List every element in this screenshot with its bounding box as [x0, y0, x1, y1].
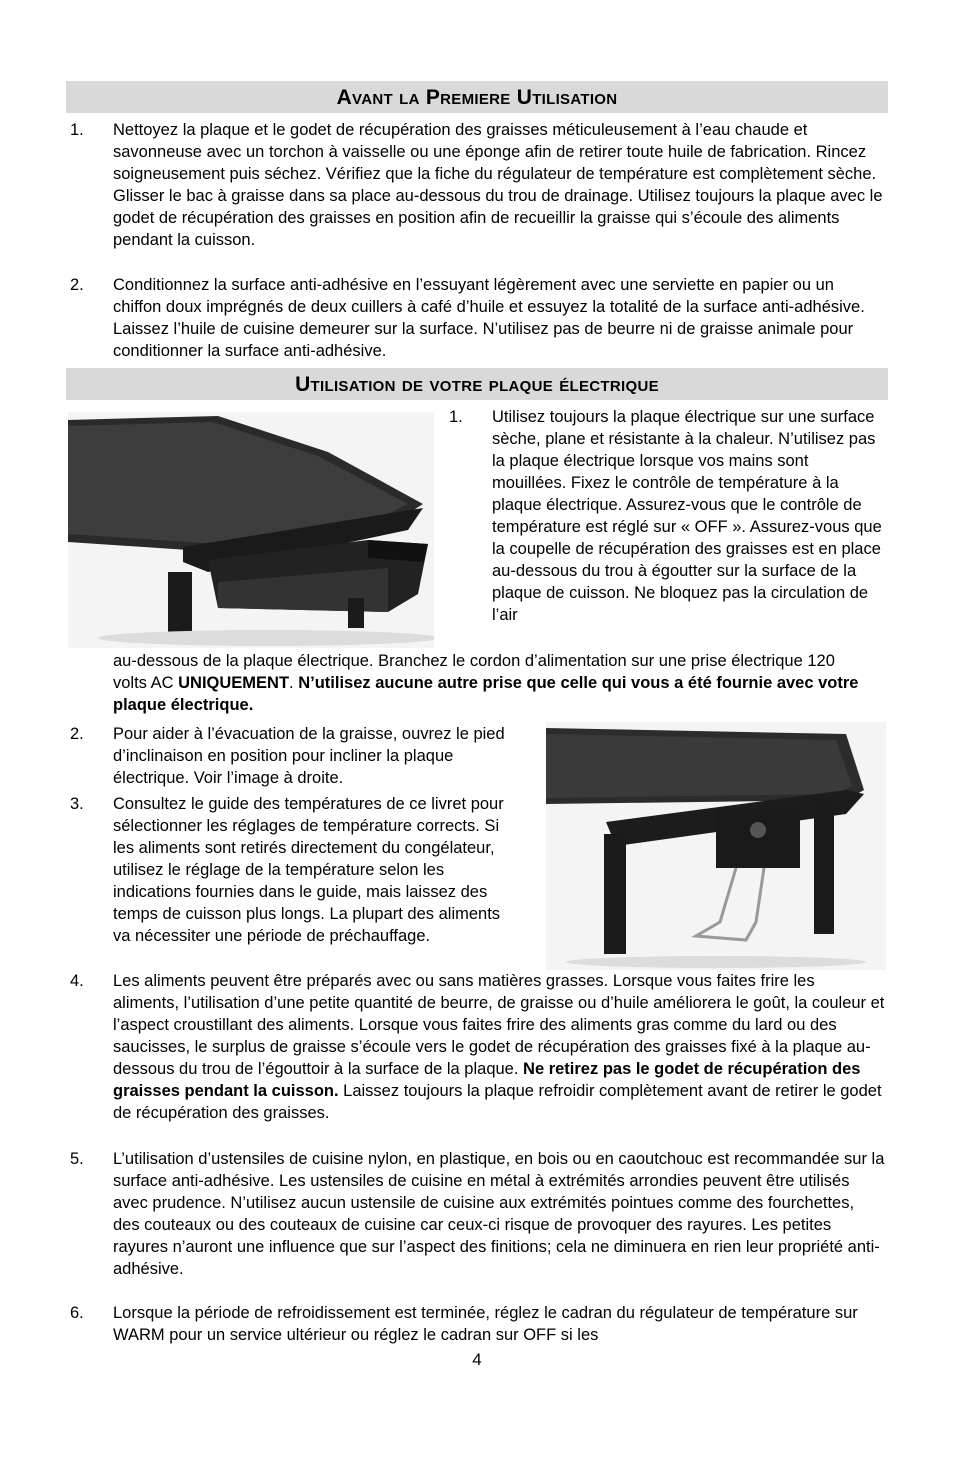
- griddle-tilt-leg-image: [546, 722, 886, 970]
- usage-step-1-text: au-dessous de la plaque électrique. Branchez le cordon d’alimentation sur une prise électrique 120 volts AC: [113, 652, 835, 692]
- item-number: 4.: [70, 972, 84, 990]
- first-use-step-1: Nettoyez la plaque et le godet de récupération des graisses méticuleusement à l’eau chaude et savonneuse avec un torchon à vaisselle ou une éponge afin de retirer toute huile de fabrication. Rincez soigneusement puis séchez. Vérifiez que la fiche du régulateur de température est complètement sèche. Glisser le bac à graisse dans sa place au-dessous du trou de drainage. Utilisez toujours la plaque avec le godet de récupération des graisses en position afin de recueillir la graisse qui s’écoule des aliments pendant la cuisson.: [113, 121, 883, 249]
- griddle-drawer-illustration: [68, 412, 434, 648]
- usage-step-2: Pour aider à l’évacuation de la graisse, ouvrez le pied d’inclinaison en position pour incliner la plaque électrique. Voir l’image à droite.: [113, 725, 505, 787]
- usage-step-1-part-b: [113, 650, 873, 716]
- usage-step-5: L’utilisation d’ustensiles de cuisine nylon, en plastique, en bois ou en caoutchouc est recommandée sur la surface anti-adhésive. Les ustensiles de cuisine en métal à extrémités arrondies peuvent être utilisés avec prudence. N’utilisez aucun ustensile de cuisine aux extrémités pointues comme des fourchettes, des couteaux ou des couteaux de cuisine car ceux-ci risque de provoquer des rayures. Les petites rayures n’auront une influence que sur l’aspect des finitions; cela ne diminuera en rien leur propriété anti-adhésive.: [113, 1150, 885, 1278]
- usage-step-4-bold: Ne retirez pas le godet de récupération des graisses pendant la cuisson.: [113, 1060, 861, 1100]
- section-heading-using-griddle: Utilisation de votre plaque électrique: [66, 368, 888, 400]
- usage-step-1-bold-2: N’utilisez aucune autre prise que celle qui vous a été fournie avec votre plaque électrique.: [113, 674, 859, 714]
- page-number: 4: [472, 1350, 482, 1369]
- usage-step-4-text-b: Laissez toujours la plaque refroidir complètement avant de retirer le godet de récupération des graisses.: [113, 1082, 882, 1122]
- item-number: 1.: [70, 121, 84, 139]
- griddle-drip-tray-image: [68, 412, 434, 648]
- item-number: 2.: [70, 725, 84, 743]
- usage-step-4: [113, 970, 885, 1124]
- section-heading-first-use: Avant la Premiere Utilisation: [66, 81, 888, 113]
- usage-step-3: Consultez le guide des températures de ce livret pour sélectionner les réglages de température corrects. Si les aliments sont retirés directement du congélateur, utilisez le réglage de la température selon les indications fournies dans le guide, mais laissez des temps de cuisson plus longs. La plupart des aliments va nécessiter une période de préchauffage.: [113, 795, 504, 945]
- item-number: 3.: [70, 795, 84, 813]
- item-number: 6.: [70, 1304, 84, 1322]
- griddle-tilt-illustration: [546, 722, 886, 970]
- usage-step-6: Lorsque la période de refroidissement est terminée, réglez le cadran du régulateur de température sur WARM pour un service ultérieur ou réglez le cadran sur OFF si les: [113, 1304, 858, 1344]
- item-number: 1.: [449, 408, 463, 426]
- item-number: 5.: [70, 1150, 84, 1168]
- usage-step-1-part-a: Utilisez toujours la plaque électrique sur une surface sèche, plane et résistante à la chaleur. N’utilisez pas la plaque électrique lorsque vos mains sont mouillées. Fixez le contrôle de température à la plaque électrique. Assurez-vous que le contrôle de température est réglé sur « OFF ». Assurez-vous que la coupelle de récupération des graisses est en place au-dessous du trou à égoutter sur la surface de la plaque de cuisson. Ne bloquez pas la circulation de l’air: [492, 408, 882, 624]
- usage-step-1-bold-1: UNIQUEMENT: [178, 674, 290, 692]
- item-number: 2.: [70, 276, 84, 294]
- first-use-step-2: Conditionnez la surface anti-adhésive en l’essuyant légèrement avec une serviette en papier ou un chiffon doux imprégnés de deux cuillers à café d’huile et essuyez la totalité de la surface anti-adhésive. Laissez l’huile de cuisine demeurer sur la surface. N’utilisez pas de beurre ni de graisse animale pour conditionner la surface anti-adhésive.: [113, 276, 865, 360]
- usage-step-4-text: Les aliments peuvent être préparés avec ou sans matières grasses. Lorsque vous faites frire les aliments, l’utilisation d’une petite quantité de beurre, de graisse ou d’huile améliorera le goût, la couleur et l’aspect croustillant des aliments. Lorsque vous faites frire des aliments gras comme du lard ou des saucisses, le surplus de graisse s’écoule vers le godet de récupération des graisses fixé à la plaque au-dessous du trou de l’égouttoir à la surface de la plaque.: [113, 972, 885, 1078]
- usage-step-1-sep: .: [289, 674, 299, 692]
